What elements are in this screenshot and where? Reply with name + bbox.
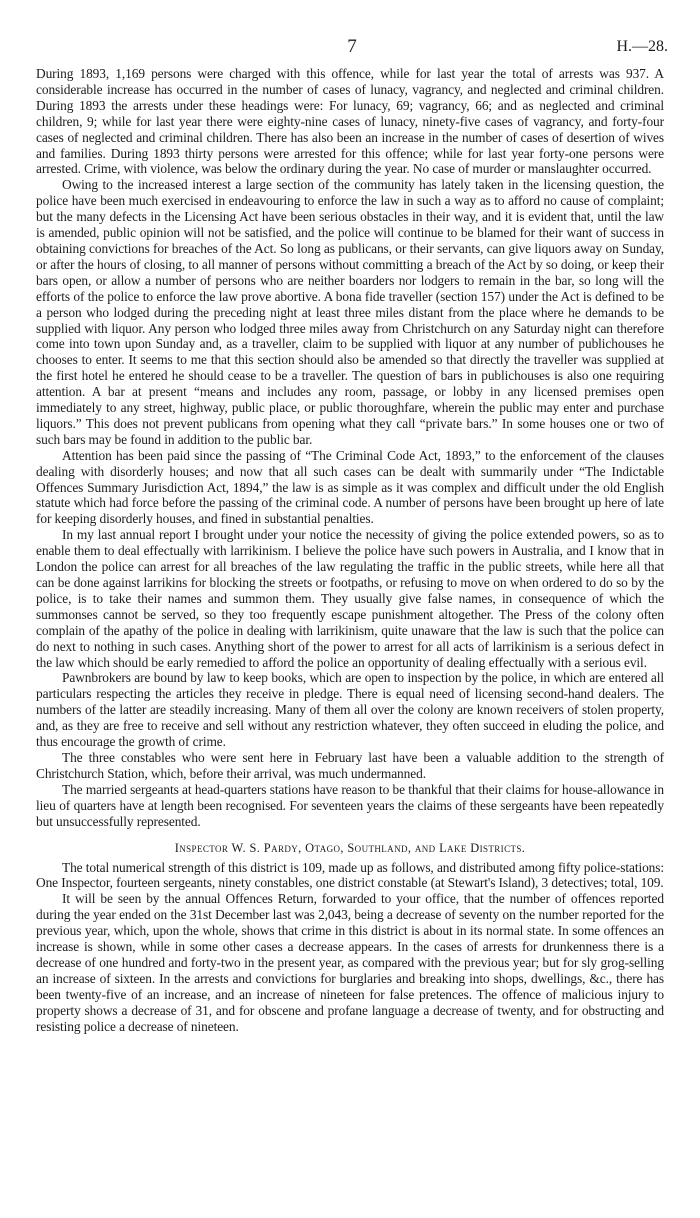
page-number: 7	[347, 36, 357, 57]
paragraph-larrikinism: In my last annual report I brought under your notice the necessity of giving the police extended powers, so as to enable them to deal effectually with larrikinism. I believe the police have such powers in Australia, and I know that in London the police can arrest for all breaches of the law regulating the traffic in the public streets, while here all that can be done against larrikins for blocking the streets or footpaths, or refusing to move on when ordered to do so by the police, is to take their names and summon them. They usually give false names, in consequence of which the summonses cannot be served, so they too frequently escape punishment altogether. The Press of the colony often complain of the apathy of the police in dealing with larrikinism, quite unaware that the law is such that the police can do next to nothing in such cases. Anything short of the power to arrest for all acts of larrikinism is a serious defect in the law which should be early remedied to afford the police an opportunity of dealing effectually with a serious evil.	[36, 527, 664, 670]
paragraph-constables: The three constables who were sent here in February last have been a valuable addition to the strength of Christchurch Station, which, before their arrival, was much undermanned.	[36, 749, 664, 781]
body-text	[36, 66, 664, 1034]
document-reference: H.—28.	[616, 38, 668, 55]
paragraph-married-sergeants: The married sergeants at head-quarters stations have reason to be thankful that their claims for house-allowance in lieu of quarters have at length been recognised. For seventeen years the claims of these sergeants have been repeatedly but unsuccessfully represented.	[36, 781, 664, 829]
paragraph-pawnbrokers: Pawnbrokers are bound by law to keep books, which are open to inspection by the police, in which are entered all particulars respecting the articles they receive in pledge. There is equal need of licensing second-hand dealers. The numbers of the latter are steadily increasing. Many of them all over the colony are known receivers of stolen property, and, as they are free to receive and sell without any restriction whatever, they often succeed in eluding the police, and thus encourage the growth of crime.	[36, 670, 664, 750]
paragraph-district-strength: The total numerical strength of this district is 109, made up as follows, and distributed among fifty police-stations: One Inspector, fourteen sergeants, ninety constables, one district constable (at Stewart's Island), 3 detectives; total, 109.	[36, 859, 664, 891]
paragraph-arrest-statistics: During 1893, 1,169 persons were charged with this offence, while for last year the total of arrests was 937. A considerable increase has occurred in the number of cases of lunacy, vagrancy, and neglected and criminal children. During 1893 the arrests under these headings were: For lunacy, 69; vagrancy, 66; and as neglected and criminal children, 9; while for last year there were eighty-nine cases of lunacy, ninety-five cases of vagrancy, and forty-four cases of neglected and criminal children. There has also been an increase in the number of cases of desertion of wives and families. During 1893 thirty persons were arrested for this offence; while for last year forty-one persons were arrested. Crime, with violence, was below the ordinary during the year. No case of murder or manslaughter occurred.	[36, 66, 664, 177]
paragraph-licensing-question: Owing to the increased interest a large section of the community has lately taken in the licensing question, the police have been much exercised in endeavouring to enforce the law in such a way as to afford no cause of complaint; but the many defects in the Licensing Act have been serious obstacles in their way, and it is evident that, until the law is amended, public opinion will not be satisfied, and the police will continue to be blamed for their want of success in obtaining convictions for breaches of the Act. So long as publicans, or their servants, can give liquors away on Sunday, or after the hours of closing, to all manner of persons without committing a breach of the Act by so doing, or keep their bars open, or allow a number of persons who are neither boarders nor lodgers to remain in the bar, so long will the efforts of the police to enforce the law prove abortive. A bona fide traveller (section 157) under the Act is defined to be a person who lodged during the preceding night at least three miles distant from the place where he demands to be supplied with liquor. Any person who lodged three miles away from Christchurch on any Saturday night can therefore come into town upon Sunday and, as a traveller, claim to be supplied with liquor at any number of publichouses he chooses to enter. It seems to me that this section should also be amended so that directly the traveller was supplied at the first hotel he entered he should cease to be a traveller. The question of bars in publichouses is also one requiring attention. A bar at present “means and includes any room, passage, or lobby in any licensed premises open immediately to any street, highway, public place, or public thoroughfare, wherein the public may enter and purchase liquors.” This does not prevent publicans from opening what they call “private bars.” In some houses one or two of such bars may be found in addition to the public bar.	[36, 177, 664, 447]
paragraph-disorderly-houses: Attention has been paid since the passing of “The Criminal Code Act, 1893,” to the enforcement of the clauses dealing with disorderly houses; and now that all such cases can be dealt with summarily under “The Indictable Offences Summary Jurisdiction Act, 1894,” the law is as simple as it was complex and difficult under the old English statute which had force before the passing of the criminal code. A number of persons have been brought up here of late for keeping disorderly houses, and fined in substantial penalties.	[36, 447, 664, 527]
page-header	[36, 36, 668, 58]
section-heading: Inspector W. S. Pardy, Otago, Southland, and Lake Districts.	[174, 840, 526, 855]
paragraph-offences-return: It will be seen by the annual Offences Return, forwarded to your office, that the number of offences reported during the year ended on the 31st December last was 2,043, being a decrease of seventy on the number reported for the previous year, which, upon the whole, shows that crime in this district is about in its normal state. In some offences an increase is shown, while in some other cases a decrease appears. In the cases of arrests for drunkenness there is a decrease of one hundred and forty-two in the present year, as compared with the previous year; but for sly grog-selling an increase of sixteen. In the arrests and convictions for burglaries and breaking into shops, dwellings, &c., there has been twenty-five of an increase, and an increase of nineteen for false pretences. The offence of malicious injury to property shows a decrease of 31, and for obscene and profane language a decrease of twenty, and for obstructing and resisting police a decrease of nineteen.	[36, 891, 664, 1034]
